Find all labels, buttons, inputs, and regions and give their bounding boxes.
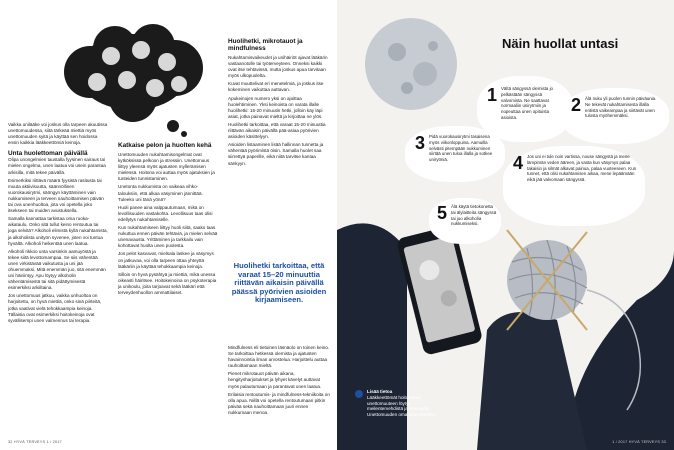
tip-2-number: 2	[571, 95, 582, 115]
section1-heading: Unta huolettoman päivällä	[8, 150, 88, 158]
left-page-footer: 32 HYVÄ TERVEYS 1 / 2017	[8, 440, 62, 444]
section3-paragraph-8: Erilaisia rentoutumis- ja mindfulness-tekniikoita on olla apua. Niillä voi opetella rentoutumaan pitkin päivää sekä nauhoittamaan juuri ennen nukkumaan menoa.	[228, 391, 330, 415]
section3-paragraph-4: Huolihetki tarkoittaa, että varaat 15-20 minuuttia riittävän aikaisin päivällä pää-asiaa pyörivien asioiden käsittelyyn.	[228, 121, 326, 140]
info-icon	[355, 390, 363, 398]
sad-faces-cloud-illustration	[55, 22, 210, 137]
right-page	[337, 0, 674, 450]
section1-paragraph-1: Olipa unongelmien taustalla fyysinen sairaus tai mielen ongelma, unen laatua voi usein parantaa arkisilla, mitä tekee päivällä.	[8, 157, 106, 175]
section2-paragraph-3: Huoli panee aina valppautumaan, mikä on levollisuuden vastakohta. Levollisuus taas olisi edellytys nukahtamiselle.	[118, 204, 213, 222]
section1-paragraph-4: Alkoholi rikkoo unta varsinkin aamuyöstä ja tekee siitä levottomampaa. Se siis vähentää unen virkistävää vaikutusta ja uni jää ohuemmaksi. Mitä enemmän juo, sitä enemmän uni häiriintyy. Apu löytyy alkoholin vähentämisestä tai sitä pidättymisestä esimerkiksi arkiiltaina.	[8, 248, 106, 291]
left-column-1	[8, 122, 108, 326]
section1-paragraph-2: Esimerkiksi riittävä määrä fyysistä rasitusta tai muuta aktiivisuutta, säännöllinen vuorokausirytmi, säöngyn käyttäminen vain nukkumiseen ja terveen nauhoittamisen päivän tai ova unenhuoltoa, jota voi opetella joko itsekseen tai muiden avustuksella.	[8, 177, 104, 214]
left-column-2	[118, 142, 218, 298]
tip-5-text: Älä käytä tietokonetta tai älylaitteita sängyssä tai juo alkoholia nukkumiseksi.	[451, 204, 497, 227]
section3-paragraph-6: Mindfulness eli tietoinen läsnäolo on toinen keino. Se tarkoittaa hetkessä olemista ja ajatusten havainnointia ilman arvostelua. Harjoittelu auttaa rauhoittamaan mieltä.	[228, 345, 330, 369]
pull-quote: Huolihetki tarkoittaa, että varaat 15–20 minuuttia riittävän aikaisin päivällä päässä pyörivien asioiden kirjaamiseen.	[231, 261, 327, 305]
tip-2-text: Älä nuku yli puolen tunnin päiväunia. Ne tekevät nukahtamisesta illalla entistä vaikeampaa ja siirtävät unen tulosta myöhemmäksi.	[585, 96, 657, 119]
section2-paragraph-2: Unetonta nukkumista on vaikeaa vihko-talouksiin, että alkaa väsyminen jännittää. Tuleeko uni tänä yönä?	[118, 184, 203, 202]
section3-heading: Huolihetki, mikrotauot ja mindfulness	[228, 38, 303, 52]
right-page-title: Näin huollat untasi	[502, 36, 619, 51]
left-column-3-bottom	[228, 345, 330, 418]
right-page-footer: 1 / 2017 HYVÄ TERVEYS 33	[612, 440, 666, 444]
section2-paragraph-4: Kun nukahtamiseen liittyy huoli siitä, saako taas nukuttua ennen päivän tehtäviä, ja mielen selvää unenavausta. Yrittäminen ja tarkkailu vain kohottavat huolta unen puolesta.	[118, 225, 218, 249]
tip-5-number: 5	[437, 203, 448, 223]
tip-4-number: 4	[513, 153, 524, 173]
sidebar-info	[367, 389, 447, 418]
left-column-3	[228, 38, 330, 169]
section1-paragraph-5: Jos unettomuus jatkuu, vaikka unhuoltoa on harjoitettu, on hyvä miettiä, onko sinä piirteitä, jotka vaativat vielä tehokkaampia keinoja. Tällaisia ovat esimerkiksi hoitokeinoja ovat syvällisempi unen valmennus tai terapia.	[8, 293, 102, 323]
sidebar-title: Lisää tietoa	[367, 389, 393, 394]
section2-paragraph-6: Silloin on hyvä pysähtyä ja miettiä, mikä unessa oikeasti häiritsee. Hoitokeinoina on psykoterapia ja unikoulu, joita tarjoavat sekä lääkäri että terveydenhuollon ammattilaiset.	[118, 271, 217, 295]
intro-paragraph: Vaikka unilääke voi joskus olla tarpeen akuutissa unettomuudessa, siitä tärkeää miettiä myös unettomuuden syitä ja käyttää sen hoidossa ensin kaikkia lääkkeettömiä keinoja.	[8, 122, 108, 146]
section2-paragraph-5: Jos pelot kasvavat, mielsala laskee ja väsymys on jatkuvaa, voi olla tarpeen ottaa yhteyttä lääkäriin ja käyttää tehokkaampia keinoja.	[118, 251, 214, 269]
tip-1-text: Vältä sängyssä olemista jo pelkästään sängyssä valvomista. Ne saattavat normaaliin unirytmiin ja nopeuttaa unen opituista asioista.	[501, 86, 553, 120]
section3-paragraph-1: Nukahtamisvaikeudet ja unihäiriöt ajavat lääkärin vastaanotolle tai työterveyteen. Onneksi kaikki ovat itse tehtävissä, mutta joskus apua tarvitaan myös ulkopuolelta.	[228, 55, 328, 79]
section2-heading: Katkaise pelon ja huolten kehä	[118, 142, 212, 149]
section2-paragraph-1: Unettomuuden nukahtamisongelmat ovat kytköksissä pelkoon ja stressiin. Unettomuus liittyy yleensä myös ajatusten myllerämisen mielessä. Hoitona voi auttaa myös ajatuksien ja tunteiden tunnistaminen.	[118, 152, 215, 182]
section3-paragraph-7: Pienet mikrotauot päivän aikana, hengitysharjoitukset ja lyhyet kävelyt auttavat myös palautumaan ja parantavat unen laatua.	[228, 371, 322, 389]
tip-3-text: Pidä vuorokausirytmi tasaisena myös viikonloppuina. Aamuilla selvästi pitempään nukkuminen siirtää unen tuloa illalla ja sotkee unirytmiä.	[429, 134, 493, 163]
night-illustration	[337, 0, 674, 450]
section3-paragraph-3: Apukeinojen numero yksi on ajoittaa huolehtiminen. Yksi keinoista on varata illalle huolihetki: 15-20 minuutin hetki, jolloin käy läpi asiat, jotka painavat mieltä ja kirjoittaa ne ylös.	[228, 95, 323, 119]
section1-paragraph-3: Samalla kannattaa tarkistaa oma ruoka-aikataulu. Onko sitä tullut keino rentoutua tai joga selvitä? Alkoholi elimistä kyllä nukahtamista, ja alkoholista unityön syvenee, joten voi tuntua hyvältä. Alkoholi heikentää unen laatua.	[8, 216, 108, 246]
tip-4-text: Jos uni ei tule noin vartissa, nouse sängystä ja mene lämpimän veden ääreen, ja vasta kun väsymys palaa takaisin ja silmät alkavat painua, palaa vuoteeseen. Kun tunnet, että olisi nukahtamisen aikaa, mene lepäämään eikä jää valvomaan sängyssä.	[527, 154, 637, 183]
section3-paragraph-2: Kuvat muuttelivat eri menetelmiä, ja joskus itse kokeminen vaikuttaa auttavan.	[228, 81, 324, 93]
tip-3-number: 3	[415, 133, 426, 153]
section3-paragraph-5: Asioiden listaaminen lisää hallinnan tunnetta ja vähentää pyörimistä öisin. Samalla huolet saa siirrettyä paperille, eikä niitä tarvitse kantaa sänkyyn.	[228, 142, 324, 166]
tip-1-number: 1	[487, 85, 498, 105]
sidebar-text: Lääkkeettömät hoitokeinot unettomuuteen löytyy meilentervehdistä ja sivustolta: Unettomuuden omahoito-ohjelma.	[367, 394, 437, 418]
